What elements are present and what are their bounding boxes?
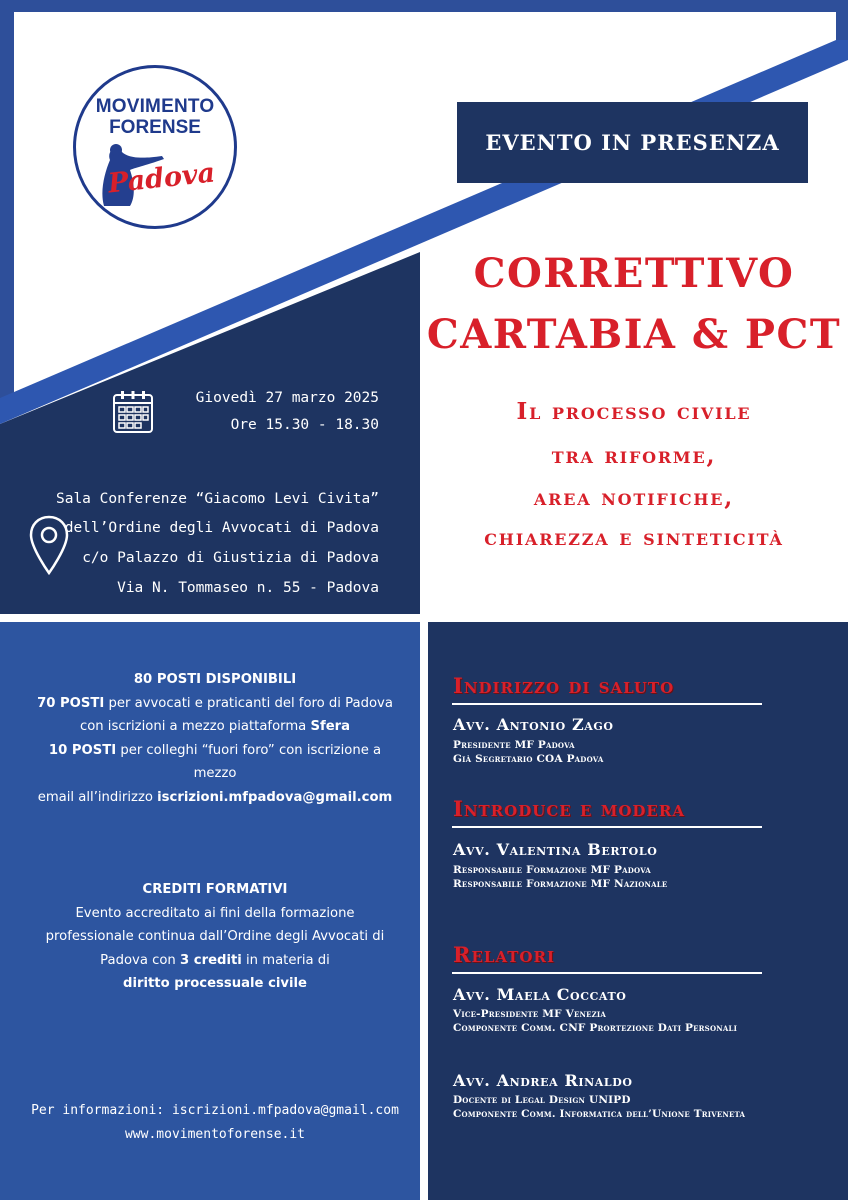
venue-line2: dell’Ordine degli Avvocati di Padova xyxy=(64,520,379,536)
moderator-rule xyxy=(452,826,762,828)
venue-line1: Sala Conferenze “Giacomo Levi Civita” xyxy=(55,491,379,507)
speaker-1-role2: Componente Comm. CNF Prortezione Dati Personali xyxy=(453,1022,738,1034)
moderator-role1: Responsabile Formazione MF Padova xyxy=(453,864,651,876)
seats-heading: 80 POSTI DISPONIBILI xyxy=(133,672,297,687)
logo-text-movimento: MOVIMENTO xyxy=(95,96,215,117)
logo-text-forense: FORENSE xyxy=(109,117,201,138)
moderator-role2: Responsabile Formazione MF Nazionale xyxy=(453,878,668,890)
seats-block xyxy=(30,668,400,809)
speaker-2-role2: Componente Comm. Informatica dell’Unione Triveneta xyxy=(453,1108,746,1120)
credits-heading: CREDITI FORMATIVI xyxy=(142,882,288,897)
footer-info[interactable]: Per informazioni: iscrizioni.mfpadova@gmail.com xyxy=(31,1103,399,1118)
greeting-rule xyxy=(452,703,762,705)
credits-block xyxy=(30,878,400,996)
speaker-1-name: Avv. Maela Coccato xyxy=(453,985,627,1004)
logo-text-city: Padova xyxy=(106,157,217,200)
top-frame-strip xyxy=(0,0,848,12)
speakers-rule xyxy=(452,972,762,974)
seats-b-line2: email all’indirizzo xyxy=(37,789,153,805)
venue-line4: Via N. Tommaseo n. 55 - Padova xyxy=(117,580,379,596)
credits-line2: professionale continua dall’Ordine degli Avvocati di xyxy=(45,929,385,944)
credits-line1: Evento accreditato ai fini della formazione xyxy=(75,905,355,921)
credits-line3-b: in materia di xyxy=(246,952,330,968)
event-subtitle-line4: chiarezza e sinteticità xyxy=(484,524,784,551)
event-type-badge: EVENTO IN PRESENZA xyxy=(457,102,808,183)
credits-line3-a: Padova con xyxy=(100,952,176,968)
event-subtitle-line1: Il processo civile xyxy=(516,398,752,425)
seats-b-count: 10 POSTI xyxy=(48,742,117,758)
event-date: Giovedì 27 marzo 2025 xyxy=(195,390,379,406)
location-pin-icon xyxy=(28,515,70,577)
speaker-1-role1: Vice-Presidente MF Venezia xyxy=(453,1008,607,1020)
event-time: Ore 15.30 - 18.30 xyxy=(230,417,379,433)
speaker-2-name: Avv. Andrea Rinaldo xyxy=(453,1071,633,1090)
greeting-role2: Già Segretario COA Padova xyxy=(453,753,604,765)
speakers-heading: Relatori xyxy=(453,942,555,967)
moderator-name: Avv. Valentina Bertolo xyxy=(453,840,658,859)
credits-count: 3 crediti xyxy=(179,952,242,968)
seats-platform: Sfera xyxy=(310,719,351,734)
footer-website[interactable]: www.movimentoforense.it xyxy=(124,1127,305,1142)
venue-line3: c/o Palazzo di Giustizia di Padova xyxy=(82,550,379,566)
credits-subject: diritto processuale civile xyxy=(123,976,307,991)
moderator-heading: Introduce e modera xyxy=(453,796,685,821)
seats-a-text: per avvocati e praticanti del foro di Padova xyxy=(108,695,393,711)
event-title-line1: CORRETTIVO xyxy=(473,250,795,297)
greeting-name: Avv. Antonio Zago xyxy=(453,715,614,734)
event-subtitle-line2: tra riforme, xyxy=(551,442,717,469)
seats-a-line2: con iscrizioni a mezzo piattaforma xyxy=(79,719,307,734)
registration-email[interactable]: iscrizioni.mfpadova@gmail.com xyxy=(157,789,393,805)
greeting-heading: Indirizzo di saluto xyxy=(453,673,675,698)
left-frame-strip xyxy=(0,0,14,404)
event-subtitle-line3: area notifiche, xyxy=(533,484,735,511)
speaker-2-role1: Docente di Legal Design UNIPD xyxy=(453,1094,631,1106)
event-title-line2: CARTABIA & PCT xyxy=(426,311,842,358)
greeting-role1: Presidente MF Padova xyxy=(453,739,575,751)
calendar-icon xyxy=(111,389,155,435)
seats-a-count: 70 POSTI xyxy=(37,695,105,711)
seats-b-text: per colleghi “fuori foro” con iscrizione a mezzo xyxy=(120,742,382,781)
